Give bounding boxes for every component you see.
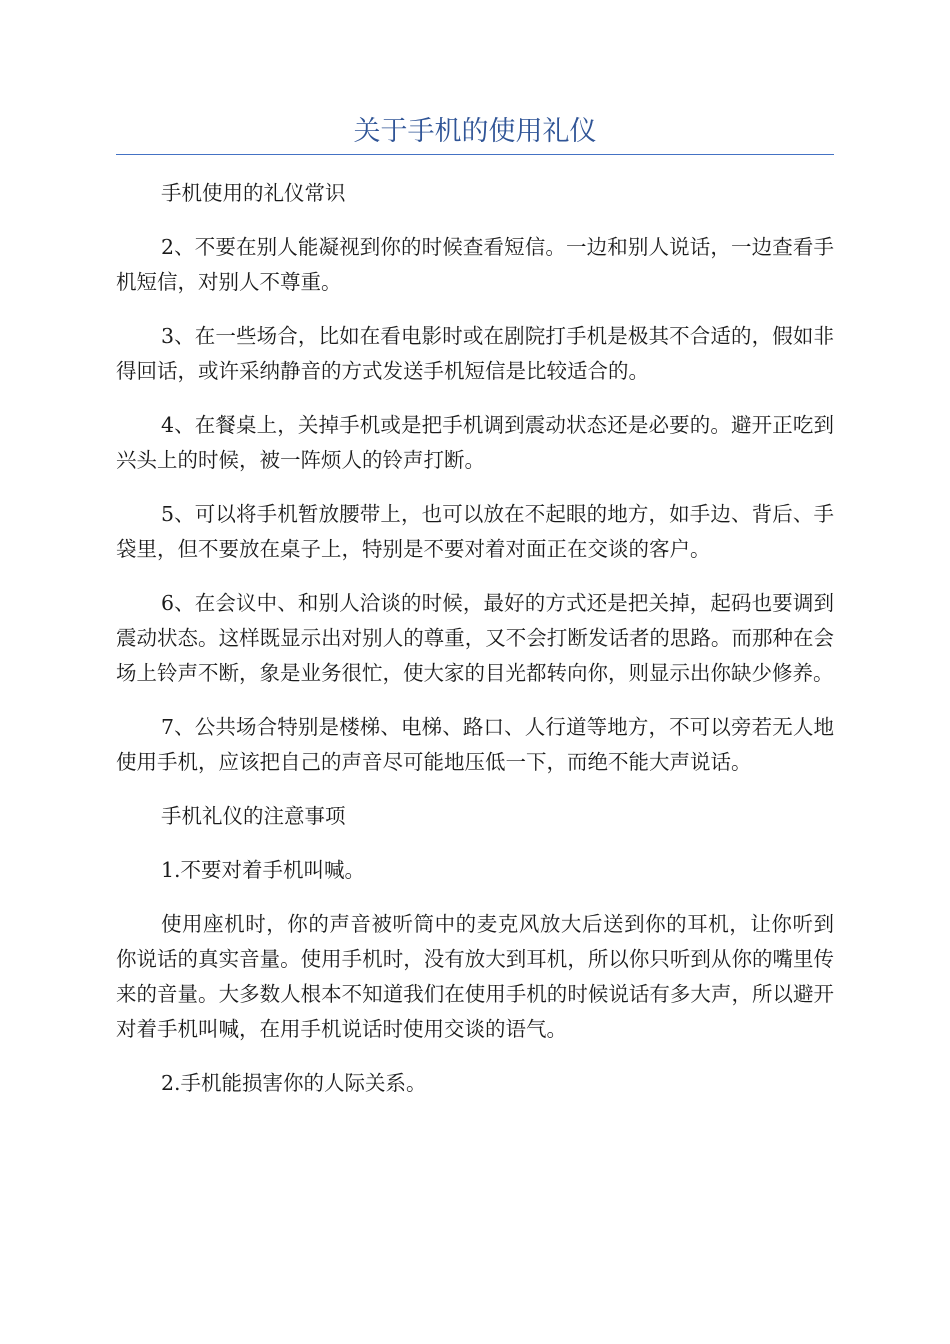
paragraph-item-6: 6、在会议中、和别人洽谈的时候，最好的方式还是把关掉，起码也要调到震动状态。这样既显示出对别人的尊重，又不会打断发话者的思路。而那种在会场上铃声不断，象是业务很忙，使大家的目光都转向你，则显示出你缺少修养。	[116, 591, 834, 685]
paragraph-item-7: 7、公共场合特别是楼梯、电梯、路口、人行道等地方，不可以旁若无人地使用手机，应该把自己的声音尽可能地压低一下，而绝不能大声说话。	[116, 715, 834, 774]
section-heading-precautions: 手机礼仪的注意事项	[161, 804, 346, 828]
numbered-heading-2: 2.手机能损害你的人际关系。	[161, 1071, 427, 1095]
title-underline	[116, 154, 834, 155]
paragraph-item-2: 2、不要在别人能凝视到你的时候查看短信。一边和别人说话，一边查看手机短信，对别人不尊重。	[116, 235, 834, 294]
paragraph-explanation-1: 使用座机时，你的声音被听筒中的麦克风放大后送到你的耳机，让你听到你说话的真实音量。使用手机时，没有放大到耳机，所以你只听到从你的嘴里传来的音量。大多数人根本不知道我们在使用手机的时候说话有多大声，所以避开对着手机叫喊，在用手机说话时使用交谈的语气。	[116, 912, 834, 1041]
paragraph-item-3: 3、在一些场合，比如在看电影时或在剧院打手机是极其不合适的，假如非得回话，或许采纳静音的方式发送手机短信是比较适合的。	[116, 324, 834, 383]
numbered-heading-1: 1.不要对着手机叫喊。	[161, 858, 366, 882]
document-body	[116, 176, 834, 1120]
paragraph-item-5: 5、可以将手机暂放腰带上，也可以放在不起眼的地方，如手边、背后、手袋里，但不要放在桌子上，特别是不要对着对面正在交谈的客户。	[116, 502, 834, 561]
paragraph-item-4: 4、在餐桌上，关掉手机或是把手机调到震动状态还是必要的。避开正吃到兴头上的时候，被一阵烦人的铃声打断。	[116, 413, 834, 472]
document-title: 关于手机的使用礼仪	[353, 116, 597, 147]
section-heading-etiquette-tips: 手机使用的礼仪常识	[161, 181, 346, 205]
